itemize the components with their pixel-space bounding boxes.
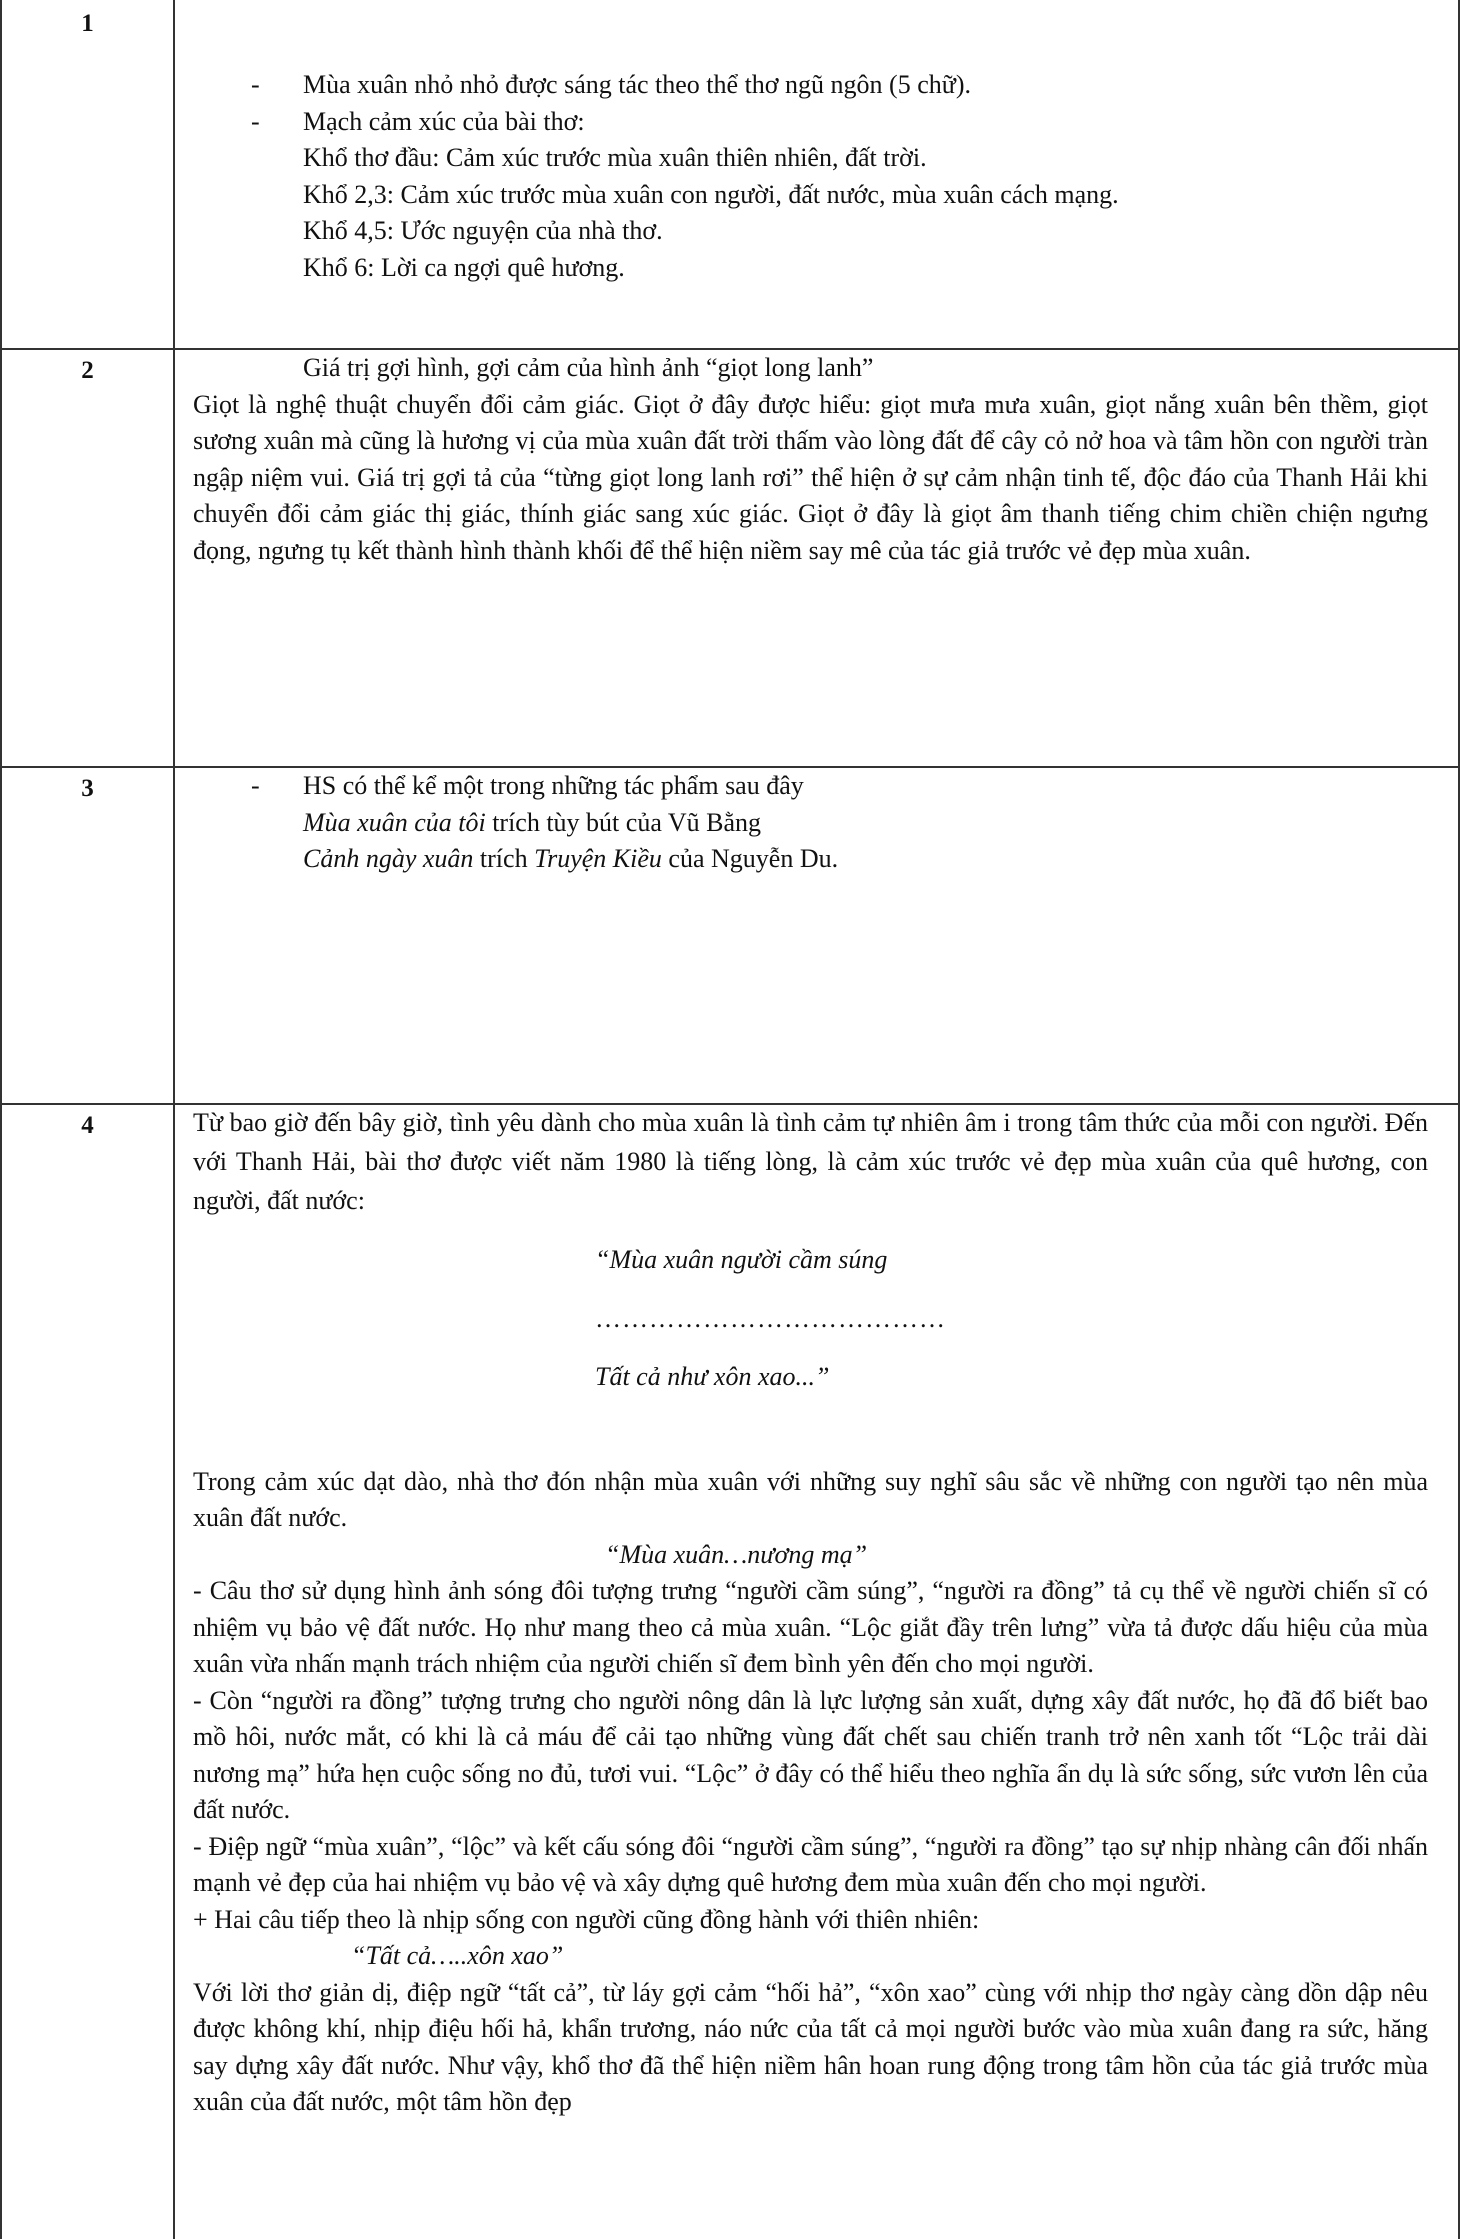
row-number: 4 <box>81 1112 94 1139</box>
work-detail: trích tùy bút của Vũ Bằng <box>485 807 762 837</box>
row-number: 3 <box>81 775 94 802</box>
work-detail: trích <box>473 844 535 873</box>
row-2-content <box>193 350 1428 569</box>
poem-quote: “Mùa xuân người cầm súng <box>595 1245 888 1274</box>
list-item: - HS có thể kể một trong những tác phẩm sau đây <box>193 768 1428 805</box>
poem-quote: Tất cả như xôn xao...” <box>595 1362 830 1391</box>
list-item: Khổ 6: Lời ca ngợi quê hương. <box>303 252 625 282</box>
list-item <box>193 841 1428 878</box>
paragraph: - Câu thơ sử dụng hình ảnh sóng đôi tượng trưng “người cầm súng”, “người ra đồng” tả cụ thể về người chiến sĩ có nhiệm vụ bảo vệ đất nước. Họ như mang theo cả mùa xuân. “Lộc giắt đầy trên lưng” vừa tả được dấu hiệu của mùa xuân vừa nhấn mạnh trách nhiệm của người chiến sĩ đem bình yên đến cho mọi người. <box>193 1576 1428 1678</box>
poem-quote: “Tất cả…..xôn xao” <box>351 1941 564 1970</box>
list-item: - Mùa xuân nhỏ nhỏ được sáng tác theo thể thơ ngũ ngôn (5 chữ). <box>193 67 1428 104</box>
work-source: Truyện Kiều <box>534 844 662 873</box>
work-title: Cảnh ngày xuân <box>303 844 474 873</box>
paragraph: - Điệp ngữ “mùa xuân”, “lộc” và kết cấu sóng đôi “người cầm súng”, “người ra đồng” tạo sự nhịp nhàng cân đối nhấn mạnh vẻ đẹp của hai nhiệm vụ bảo vệ và xây dựng quê hương đem mùa xuân đến cho mọi người. <box>193 1831 1428 1897</box>
row-1-content <box>193 67 1428 286</box>
poem-ellipsis: ………………………………… <box>595 1303 946 1333</box>
section-title: Giá trị gợi hình, gợi cảm của hình ảnh “giọt long lanh” <box>303 353 874 382</box>
list-item: - Mạch cảm xúc của bài thơ: <box>193 104 1428 141</box>
list-item <box>193 805 1428 842</box>
list-item: Khổ thơ đầu: Cảm xúc trước mùa xuân thiên nhiên, đất trời. <box>303 143 927 172</box>
row-4-content <box>193 1103 1428 2121</box>
paragraph: - Còn “người ra đồng” tượng trưng cho người nông dân là lực lượng sản xuất, dựng xây đất nước, họ đã đổ biết bao mồ hôi, nước mắt, có khi là cả máu để cải tạo những vùng đất chết sau chiến tranh trở nên xanh tốt “Lộc trải dài nương mạ” hứa hẹn cuộc sống no đủ, tươi vui. “Lộc” ở đây có thể hiểu theo nghĩa ẩn dụ là sức sống, sức vươn lên của đất nước. <box>193 1685 1428 1824</box>
paragraph: Trong cảm xúc dạt dào, nhà thơ đón nhận mùa xuân với những suy nghĩ sâu sắc về những con người tạo nên mùa xuân đất nước. <box>193 1466 1428 1532</box>
paragraph: + Hai câu tiếp theo là nhịp sống con người cũng đồng hành với thiên nhiên: <box>193 1904 980 1934</box>
paragraph: Giọt là nghệ thuật chuyển đổi cảm giác. Giọt ở đây được hiểu: giọt mưa mưa xuân, giọt nắng xuân bên thềm, giọt sương xuân mà cũng là hương vị của mùa xuân đất trời thấm vào lòng đất để cây cỏ nở hoa và tâm hồn con người tràn ngập niệm vui. Giá trị gợi tả của “từng giọt long lanh rơi” thể hiện ở sự cảm nhận tinh tế, độc đáo của Thanh Hải khi chuyển đổi cảm giác thị giác, thính giác sang xúc giác. Giọt ở đây là giọt âm thanh tiếng chim chiền chiện ngưng đọng, ngưng tụ kết thành hình thành khối để thể hiện niềm say mê của tác giả trước vẻ đẹp mùa xuân. <box>193 389 1428 565</box>
row-number: 2 <box>81 357 94 384</box>
work-detail: của Nguyễn Du. <box>661 844 839 873</box>
work-title: Mùa xuân của tôi <box>303 807 486 837</box>
paragraph: Với lời thơ giản dị, điệp ngữ “tất cả”, từ láy gợi cảm “hối hả”, “xôn xao” cùng với nhịp thơ ngày càng dồn dập nêu được không khí, nhịp điệu hối hả, khẩn trương, náo nức của tất cả mọi người bước vào mùa xuân đang ra sức, hăng say dựng xây đất nước. Như vậy, khổ thơ đã thể hiện niềm hân hoan rung động trong tâm hồn của tác giả trước mùa xuân của đất nước, một tâm hồn đẹp <box>193 1977 1428 2116</box>
list-item: Khổ 2,3: Cảm xúc trước mùa xuân con người, đất nước, mùa xuân cách mạng. <box>303 179 1119 209</box>
paragraph: Từ bao giờ đến bây giờ, tình yêu dành cho mùa xuân là tình cảm tự nhiên âm i trong tâm thức của mỗi con người. Đến với Thanh Hải, bài thơ được viết năm 1980 là tiếng lòng, là cảm xúc trước vẻ đẹp mùa xuân của quê hương, con người, đất nước: <box>193 1108 1428 1215</box>
list-item: Khổ 4,5: Ước nguyện của nhà thơ. <box>303 216 663 245</box>
row-number: 1 <box>81 10 94 37</box>
poem-quote: “Mùa xuân…nương mạ” <box>605 1539 868 1569</box>
row-3-content <box>193 768 1428 878</box>
